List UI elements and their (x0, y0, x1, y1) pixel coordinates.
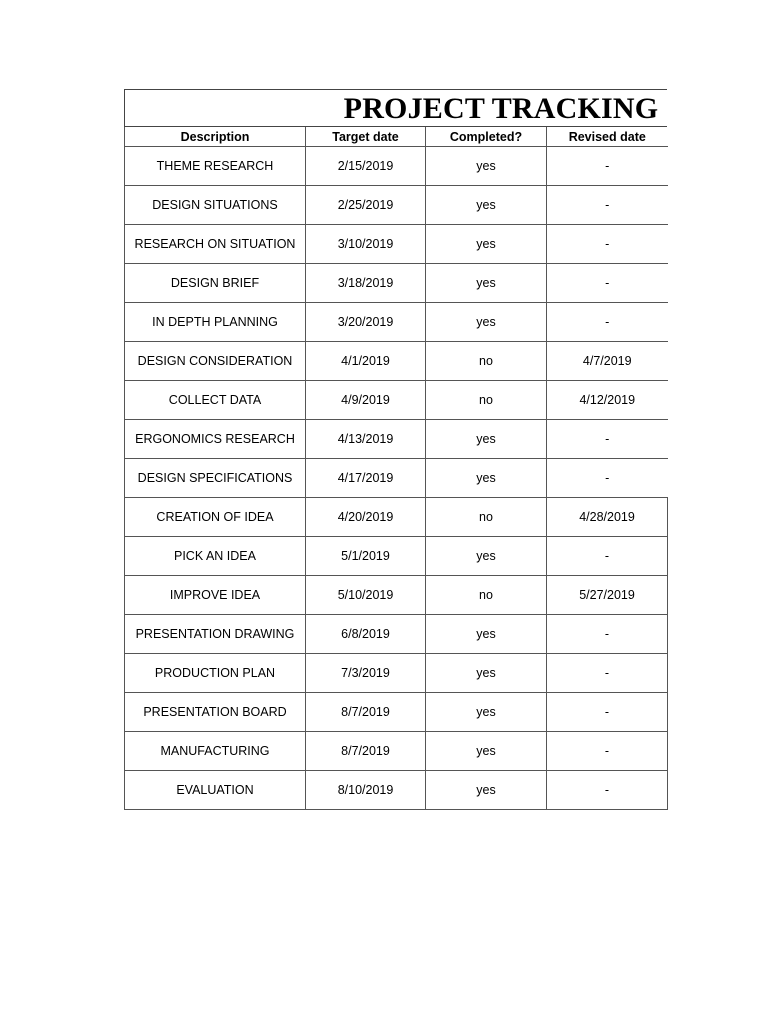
sheet-title: PROJECT TRACKING (343, 92, 659, 125)
table-row (125, 654, 668, 693)
table-row (125, 732, 668, 771)
completed-cell: no (426, 381, 547, 420)
header-row (125, 127, 668, 147)
revised-date-cell: 5/27/2019 (547, 576, 668, 615)
description-cell: CREATION OF IDEA (125, 498, 306, 537)
target-date-cell: 2/25/2019 (306, 186, 426, 225)
completed-cell: yes (426, 537, 547, 576)
table-row (125, 615, 668, 654)
target-date-cell: 3/18/2019 (306, 264, 426, 303)
target-date-cell: 4/20/2019 (306, 498, 426, 537)
revised-date-cell: - (547, 225, 668, 264)
column-header-completed: Completed? (426, 127, 547, 147)
completed-cell: yes (426, 147, 547, 186)
completed-cell: yes (426, 459, 547, 498)
revised-date-cell: - (547, 303, 668, 342)
description-cell: DESIGN SPECIFICATIONS (125, 459, 306, 498)
target-date-cell: 7/3/2019 (306, 654, 426, 693)
table-row (125, 693, 668, 732)
completed-cell: yes (426, 264, 547, 303)
description-cell: EVALUATION (125, 771, 306, 810)
target-date-cell: 8/7/2019 (306, 693, 426, 732)
target-date-cell: 3/10/2019 (306, 225, 426, 264)
column-header-revised-date: Revised date (547, 127, 668, 147)
completed-cell: yes (426, 225, 547, 264)
description-cell: IN DEPTH PLANNING (125, 303, 306, 342)
tracking-table (124, 127, 668, 810)
description-cell: PICK AN IDEA (125, 537, 306, 576)
target-date-cell: 5/1/2019 (306, 537, 426, 576)
table-row (125, 771, 668, 810)
revised-date-cell: - (547, 537, 668, 576)
table-row (125, 186, 668, 225)
target-date-cell: 3/20/2019 (306, 303, 426, 342)
revised-date-cell: - (547, 264, 668, 303)
completed-cell: yes (426, 615, 547, 654)
completed-cell: yes (426, 654, 547, 693)
description-cell: DESIGN BRIEF (125, 264, 306, 303)
completed-cell: yes (426, 732, 547, 771)
revised-date-cell: - (547, 420, 668, 459)
table-row (125, 147, 668, 186)
table-row (125, 537, 668, 576)
revised-date-cell: - (547, 693, 668, 732)
revised-date-cell: - (547, 732, 668, 771)
table-row (125, 498, 668, 537)
description-cell: PRESENTATION BOARD (125, 693, 306, 732)
revised-date-cell: - (547, 459, 668, 498)
description-cell: ERGONOMICS RESEARCH (125, 420, 306, 459)
target-date-cell: 5/10/2019 (306, 576, 426, 615)
table-row (125, 459, 668, 498)
description-cell: RESEARCH ON SITUATION (125, 225, 306, 264)
table-body (125, 147, 668, 810)
table-row (125, 420, 668, 459)
revised-date-cell: - (547, 147, 668, 186)
target-date-cell: 4/9/2019 (306, 381, 426, 420)
description-cell: MANUFACTURING (125, 732, 306, 771)
column-header-description: Description (125, 127, 306, 147)
revised-date-cell: - (547, 615, 668, 654)
description-cell: IMPROVE IDEA (125, 576, 306, 615)
revised-date-cell: 4/28/2019 (547, 498, 668, 537)
completed-cell: yes (426, 771, 547, 810)
table-row (125, 264, 668, 303)
completed-cell: yes (426, 186, 547, 225)
description-cell: DESIGN SITUATIONS (125, 186, 306, 225)
completed-cell: yes (426, 420, 547, 459)
description-cell: THEME RESEARCH (125, 147, 306, 186)
completed-cell: yes (426, 693, 547, 732)
completed-cell: no (426, 498, 547, 537)
description-cell: DESIGN CONSIDERATION (125, 342, 306, 381)
revised-date-cell: - (547, 186, 668, 225)
table-row (125, 342, 668, 381)
target-date-cell: 4/17/2019 (306, 459, 426, 498)
table-row (125, 576, 668, 615)
project-tracking-sheet (124, 89, 667, 810)
target-date-cell: 4/1/2019 (306, 342, 426, 381)
column-header-target-date: Target date (306, 127, 426, 147)
revised-date-cell: - (547, 771, 668, 810)
table-row (125, 381, 668, 420)
completed-cell: no (426, 342, 547, 381)
revised-date-cell: 4/12/2019 (547, 381, 668, 420)
completed-cell: no (426, 576, 547, 615)
table-row (125, 303, 668, 342)
target-date-cell: 4/13/2019 (306, 420, 426, 459)
target-date-cell: 8/10/2019 (306, 771, 426, 810)
description-cell: COLLECT DATA (125, 381, 306, 420)
target-date-cell: 6/8/2019 (306, 615, 426, 654)
completed-cell: yes (426, 303, 547, 342)
target-date-cell: 8/7/2019 (306, 732, 426, 771)
target-date-cell: 2/15/2019 (306, 147, 426, 186)
revised-date-cell: - (547, 654, 668, 693)
description-cell: PRODUCTION PLAN (125, 654, 306, 693)
description-cell: PRESENTATION DRAWING (125, 615, 306, 654)
revised-date-cell: 4/7/2019 (547, 342, 668, 381)
table-row (125, 225, 668, 264)
title-row (124, 89, 667, 127)
